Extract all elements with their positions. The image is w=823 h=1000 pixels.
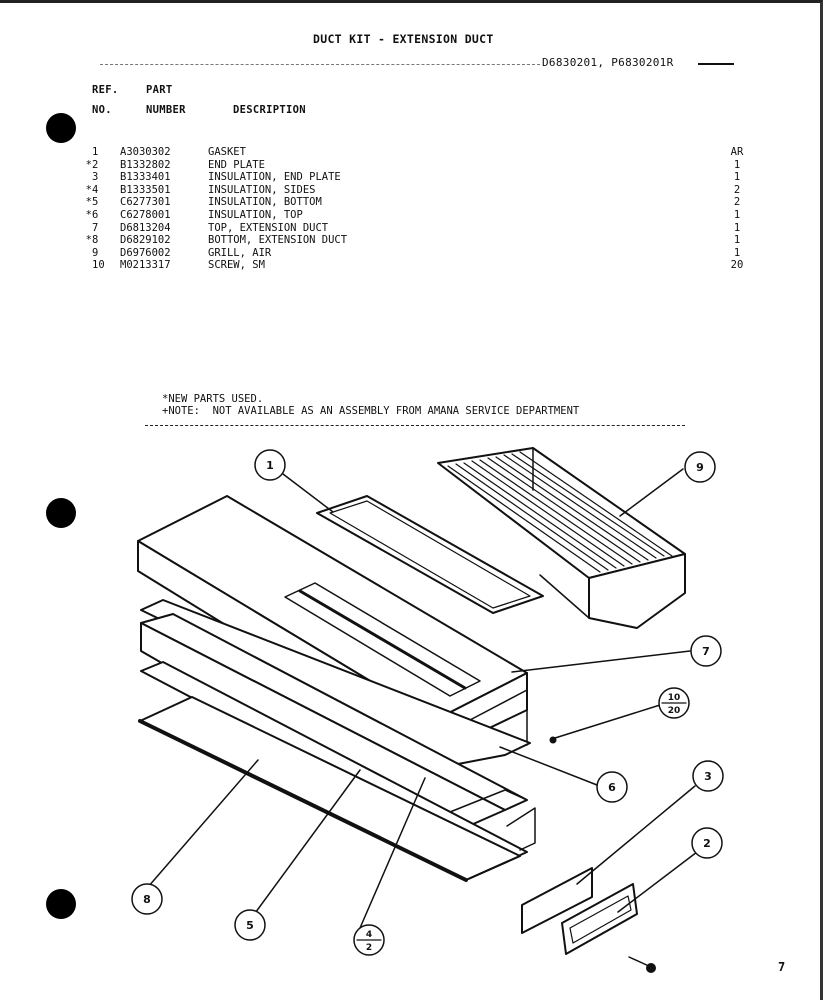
row-description: BOTTOM, EXTENSION DUCT (208, 234, 348, 247)
page-number: 7 (778, 960, 786, 974)
row-ref: 8 (92, 234, 99, 247)
page-title: DUCT KIT - EXTENSION DUCT (313, 32, 494, 46)
note-not-available: +NOTE: NOT AVAILABLE AS AN ASSEMBLY FROM AMANA SERVICE DEPARTMENT (162, 405, 580, 417)
header-ref-1: REF. (92, 84, 119, 96)
row-description: SCREW, SM (208, 259, 265, 272)
row-ref: 7 (92, 221, 99, 234)
qty-value: 1 (733, 158, 741, 171)
row-mark: * (85, 196, 92, 209)
row-part-number: D6829102 (120, 234, 171, 247)
row-mark: * (85, 183, 92, 196)
row-mark: * (85, 234, 92, 247)
row-description: INSULATION, TOP (208, 208, 303, 221)
model-numbers: D6830201, P6830201R (542, 56, 674, 69)
qty-value: 1 (733, 208, 741, 221)
row-part-number: B1332802 (120, 158, 171, 171)
row-ref: 4 (92, 183, 99, 196)
row-part-number: C6278001 (120, 208, 171, 221)
row-part-number: D6813204 (120, 221, 171, 234)
row-description: END PLATE (208, 158, 265, 171)
callout-3-label: 3 (704, 770, 712, 783)
qty-value: 20 (730, 259, 744, 272)
row-ref: 6 (92, 208, 99, 221)
callout-6-label: 6 (608, 781, 616, 794)
qty-value: 1 (733, 221, 741, 234)
callout-1-label: 1 (266, 459, 274, 472)
row-part-number: D6976002 (120, 246, 171, 259)
qty-value: 1 (733, 171, 741, 184)
note-new-parts: *NEW PARTS USED. (162, 393, 264, 405)
header-description: DESCRIPTION (233, 104, 306, 116)
row-part-number: M0213317 (120, 259, 171, 272)
row-ref: 10 (92, 259, 105, 272)
callout-4-top: 4 (365, 930, 373, 940)
row-description: GRILL, AIR (208, 246, 272, 259)
row-ref: 3 (92, 171, 99, 184)
row-ref: 9 (92, 246, 99, 259)
header-part-2: NUMBER (146, 104, 186, 116)
row-description: INSULATION, SIDES (208, 183, 316, 196)
callout-10-top: 10 (667, 693, 681, 703)
callout-4-bottom: 2 (365, 943, 373, 953)
qty-value: 2 (733, 196, 741, 209)
header-ref-2: NO. (92, 104, 112, 116)
header-part-1: PART (146, 84, 173, 96)
callout-9-label: 9 (696, 461, 704, 474)
row-mark: * (85, 208, 92, 221)
row-description: GASKET (208, 146, 246, 158)
row-part-number: B1333401 (120, 171, 171, 184)
callout-10-bottom: 20 (667, 706, 681, 716)
callout-8-label: 8 (143, 893, 151, 906)
row-part-number: A3030302 (120, 146, 171, 158)
row-description: INSULATION, END PLATE (208, 171, 341, 184)
row-mark: * (85, 158, 92, 171)
row-ref: 5 (92, 196, 99, 209)
qty-value: AR (730, 146, 744, 158)
qty-value: 1 (733, 234, 741, 247)
row-description: TOP, EXTENSION DUCT (208, 221, 329, 234)
qty-value: 1 (733, 246, 741, 259)
row-part-number: B1333501 (120, 183, 171, 196)
row-ref: 1 (92, 146, 99, 158)
callout-7-label: 7 (702, 645, 710, 658)
row-ref: 2 (92, 158, 99, 171)
callout-2-label: 2 (703, 837, 711, 850)
row-description: INSULATION, BOTTOM (208, 196, 322, 209)
qty-value: 2 (733, 183, 741, 196)
row-part-number: C6277301 (120, 196, 171, 209)
callout-5-label: 5 (246, 919, 254, 932)
